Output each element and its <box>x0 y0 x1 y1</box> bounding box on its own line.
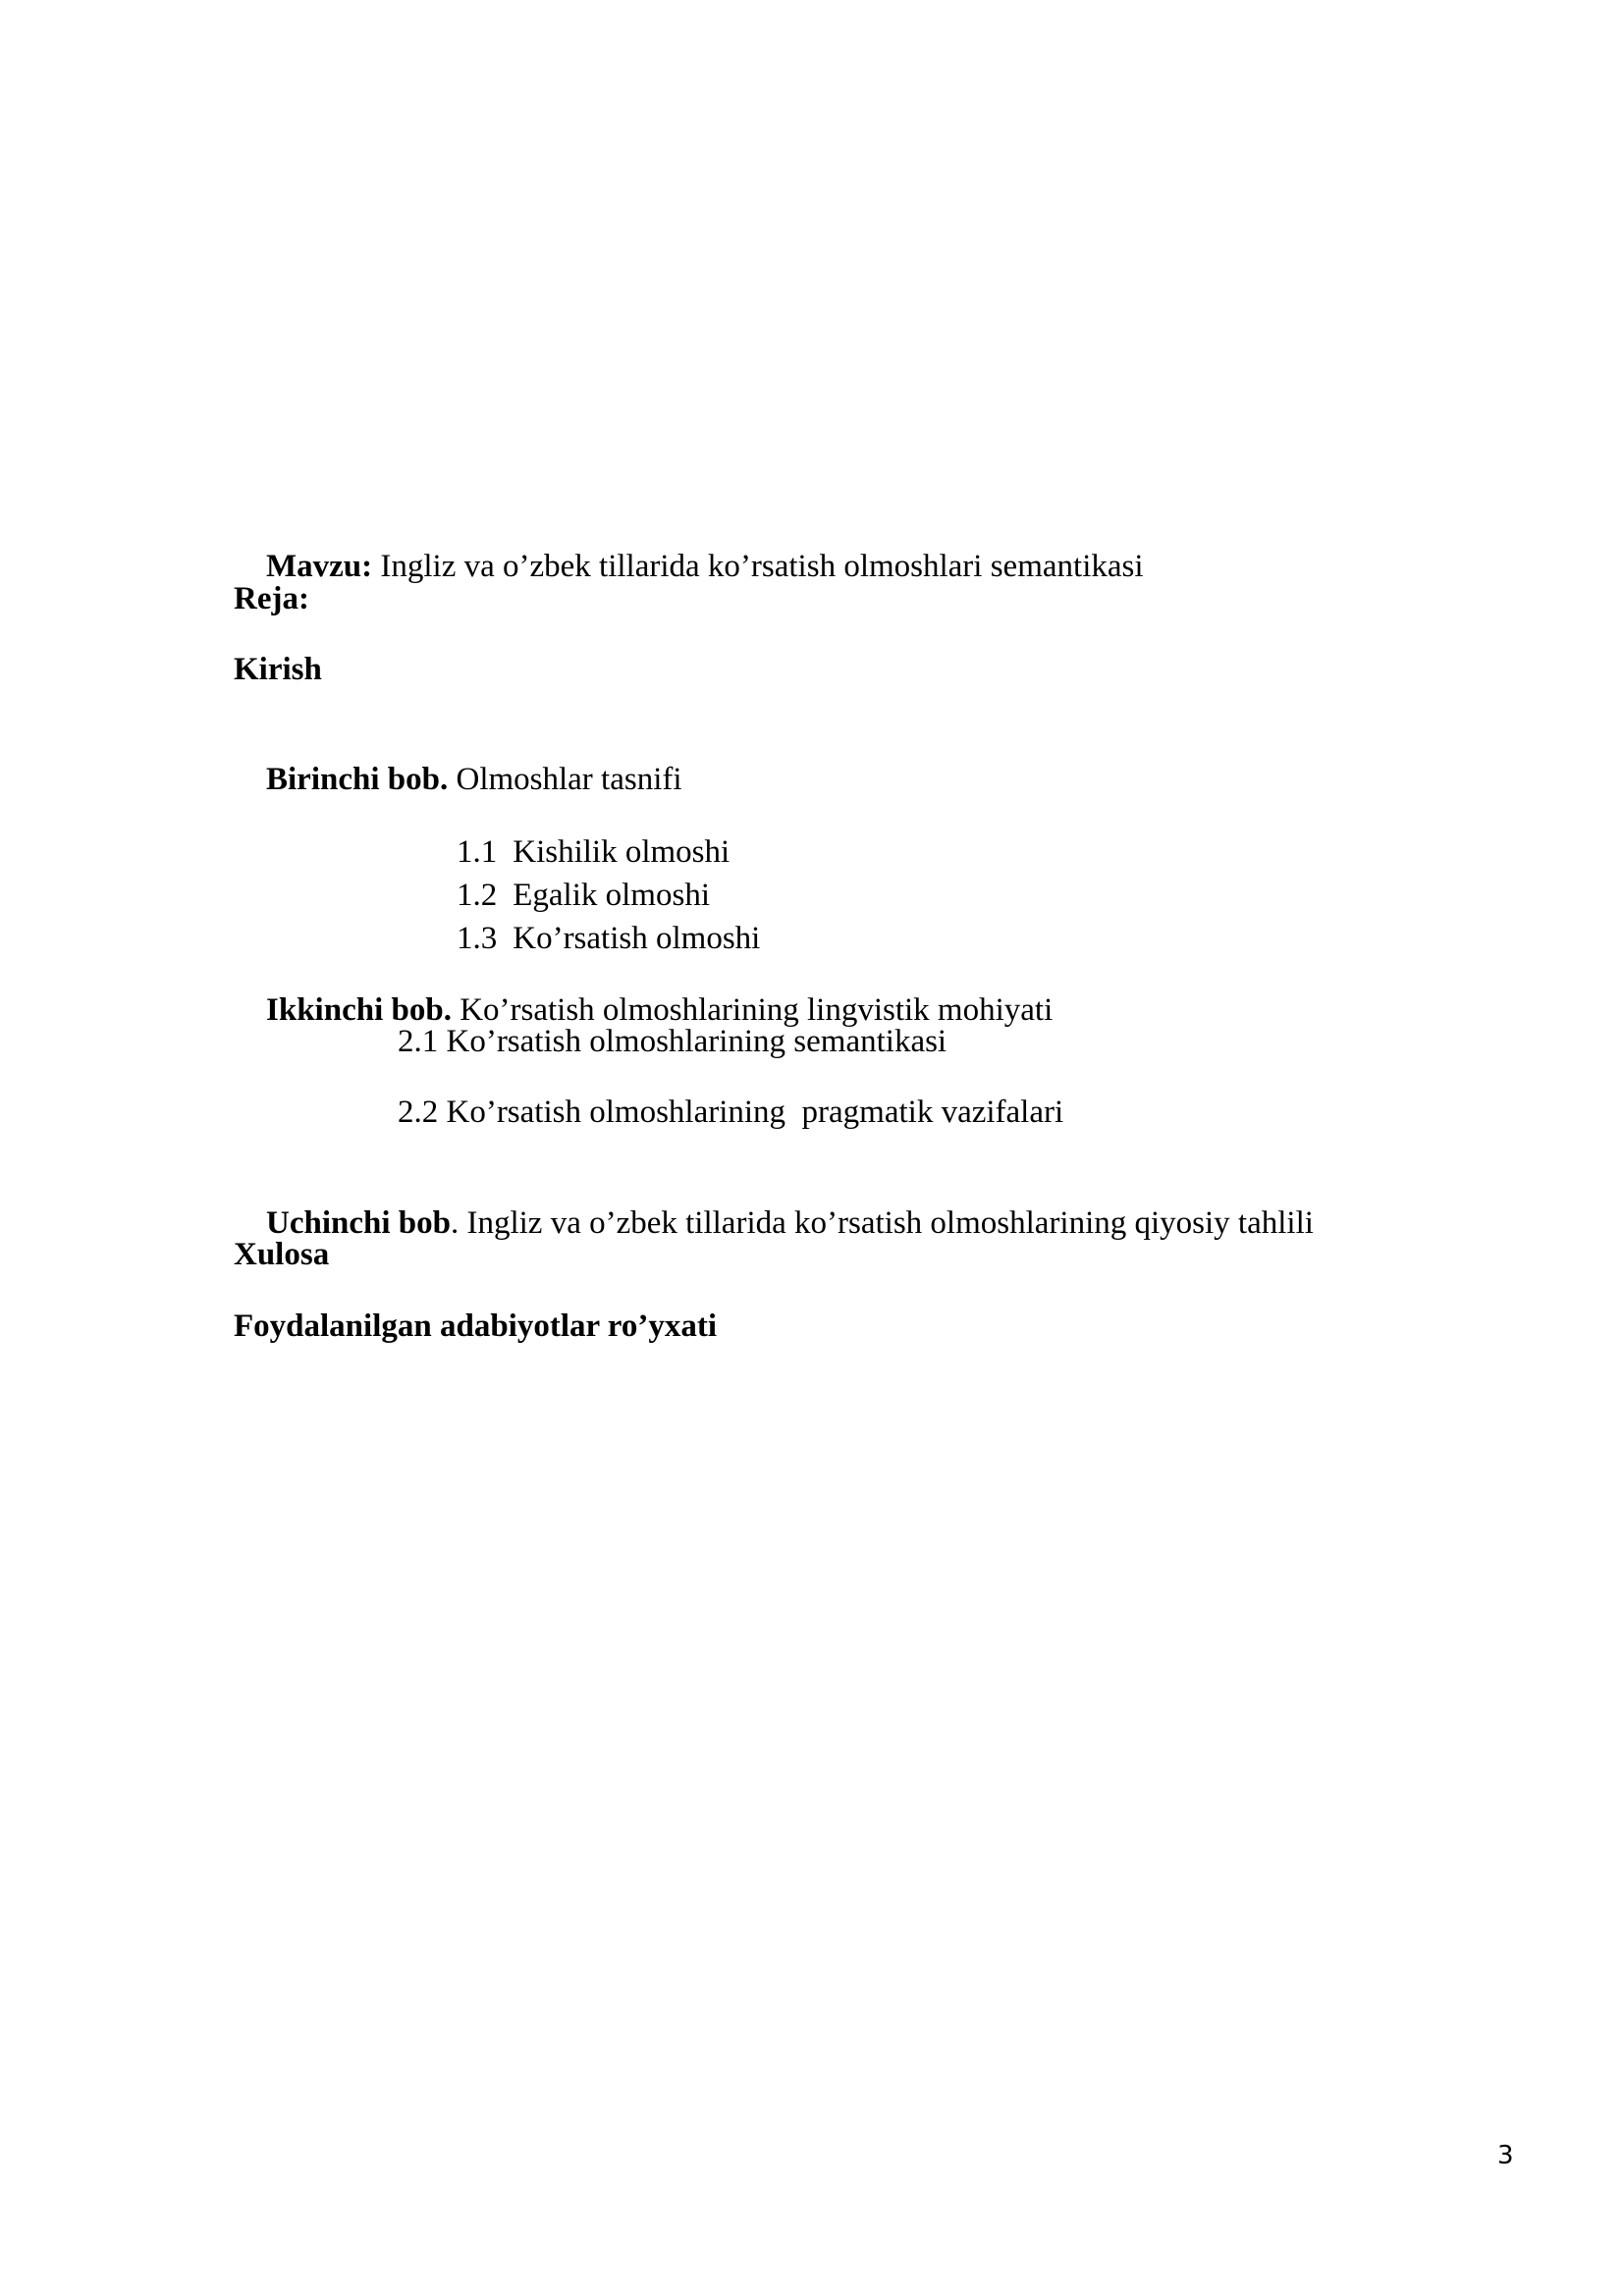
chapter1-item-number: 1.2 <box>457 878 498 913</box>
chapter1-item-number: 1.3 <box>457 921 498 956</box>
topic-line <box>234 507 1144 625</box>
chapter3-line <box>234 1164 1314 1282</box>
references-heading: Foydalanilgan adabiyotlar ro’yxati <box>234 1308 718 1344</box>
chapter2-item: 2.2 Ko’rsatish olmoshlarining pragmatik vazifalari <box>398 1095 1064 1130</box>
conclusion-heading: Xulosa <box>234 1237 330 1272</box>
topic-text: Ingliz va o’zbek tillarida ko’rsatish olmoshlari semantikasi <box>372 549 1144 584</box>
chapter1-label: Birinchi bob. <box>266 762 449 797</box>
chapter1-title: Olmoshlar tasnifi <box>448 762 682 797</box>
chapter2-title: Ko’rsatish olmoshlarining lingvistik mohiyati <box>451 992 1054 1028</box>
chapter3-label: Uchinchi bob <box>266 1205 451 1241</box>
chapter2-label: Ikkinchi bob. <box>266 992 452 1028</box>
page-number: 3 <box>1497 2141 1514 2170</box>
chapter1-item-text: Kishilik olmoshi <box>513 834 731 870</box>
intro-heading: Kirish <box>234 652 322 687</box>
chapter1-item-text: Ko’rsatish olmoshi <box>513 921 761 956</box>
chapter1-item-text: Egalik olmoshi <box>513 878 710 913</box>
chapter1-item-number: 1.1 <box>457 834 498 870</box>
chapter3-title: . Ingliz va o’zbek tillarida ko’rsatish olmoshlarining qiyosiy tahlili <box>450 1205 1314 1241</box>
topic-label: Mavzu: <box>266 549 373 584</box>
plan-heading: Reja: <box>234 581 309 616</box>
chapter2-item: 2.1 Ko’rsatish olmoshlarining semantikasi <box>398 1024 947 1059</box>
